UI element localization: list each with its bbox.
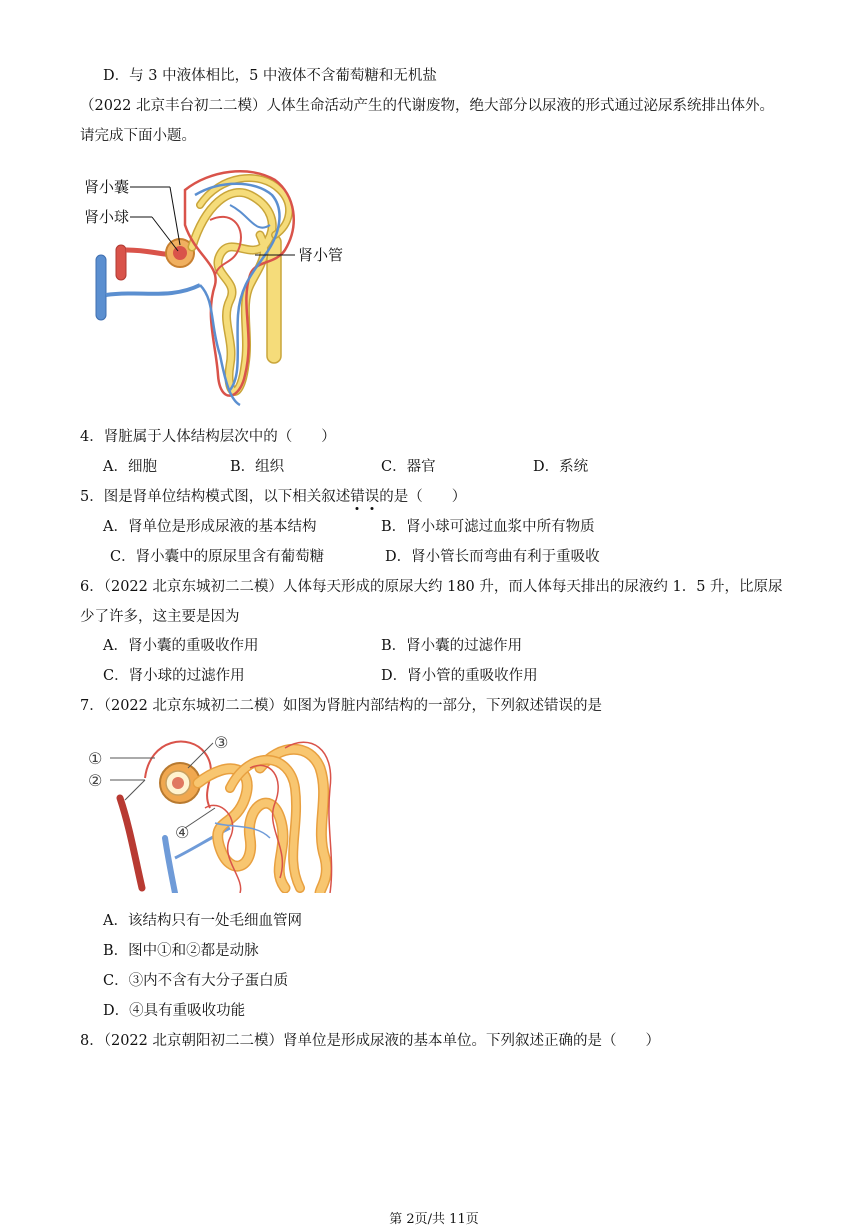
q7-option-a: A．该结构只有一处毛细血管网: [103, 913, 302, 929]
intro-line-2: 请完成下面小题。: [80, 128, 196, 144]
q5-option-a: A．肾单位是形成尿液的基本结构: [103, 519, 317, 535]
q4-option-d: D．系统: [533, 459, 589, 475]
q5-option-b: B．肾小球可滤过血浆中所有物质: [381, 519, 595, 535]
q6-stem-line-2: 少了许多，这主要是因为: [80, 609, 240, 625]
q5-option-c: C．肾小囊中的原尿里含有葡萄糖: [110, 549, 325, 565]
label-renal-capsule: 肾小囊: [84, 178, 130, 196]
label-1: ①: [88, 749, 103, 768]
q6-option-a: A．肾小囊的重吸收作用: [103, 638, 259, 654]
q3-option-d: D．与 3 中液体相比，5 中液体不含葡萄糖和无机盐: [103, 68, 437, 84]
q7-option-d: D．④具有重吸收功能: [103, 1003, 246, 1019]
q4-option-c: C．器官: [381, 459, 436, 475]
q4-stem: 4．肾脏属于人体结构层次中的（ ）: [80, 429, 336, 445]
q8-stem: 8．（2022 北京朝阳初二二模）肾单位是形成尿液的基本单位。下列叙述正确的是（ ）: [80, 1033, 660, 1049]
kidney-structure-figure: [80, 728, 340, 893]
label-2: ②: [88, 771, 103, 790]
intro-line-1: （2022 北京丰台初二二模）人体生命活动产生的代谢废物，绝大部分以尿液的形式通过泌尿系统排出体外。: [80, 98, 775, 114]
q5-emphasis-1: 错: [350, 489, 365, 505]
q7-option-c: C．③内不含有大分子蛋白质: [103, 973, 289, 989]
q6-option-c: C．肾小球的过滤作用: [103, 668, 245, 684]
q4-option-b: B．组织: [230, 459, 285, 475]
q5-stem-text: 5．图是肾单位结构模式图，以下相关叙述: [80, 489, 351, 505]
q5-stem-end: 的是（ ）: [379, 489, 467, 505]
q5-stem: [80, 487, 466, 507]
label-renal-tubule: 肾小管: [298, 246, 344, 264]
q5-emphasis-2: 误: [364, 489, 380, 505]
label-glomerulus: 肾小球: [84, 208, 130, 226]
label-3: ③: [214, 733, 229, 752]
q6-option-d: D．肾小管的重吸收作用: [381, 668, 538, 684]
page-footer: 第 2页/共 11页: [389, 1212, 479, 1227]
q6-option-b: B．肾小囊的过滤作用: [381, 638, 523, 654]
nephron-figure: [80, 165, 370, 415]
q4-option-a: A．细胞: [103, 459, 157, 475]
label-4: ④: [175, 823, 190, 842]
q5-option-d: D．肾小管长而弯曲有利于重吸收: [385, 549, 600, 565]
q7-option-b: B．图中①和②都是动脉: [103, 943, 259, 959]
q7-stem: 7．（2022 北京东城初二二模）如图为肾脏内部结构的一部分，下列叙述错误的是: [80, 698, 602, 714]
q6-stem-line-1: 6．（2022 北京东城初二二模）人体每天形成的原尿大约 180 升，而人体每天排出的尿液约 1．5 升，比原尿: [80, 579, 783, 595]
